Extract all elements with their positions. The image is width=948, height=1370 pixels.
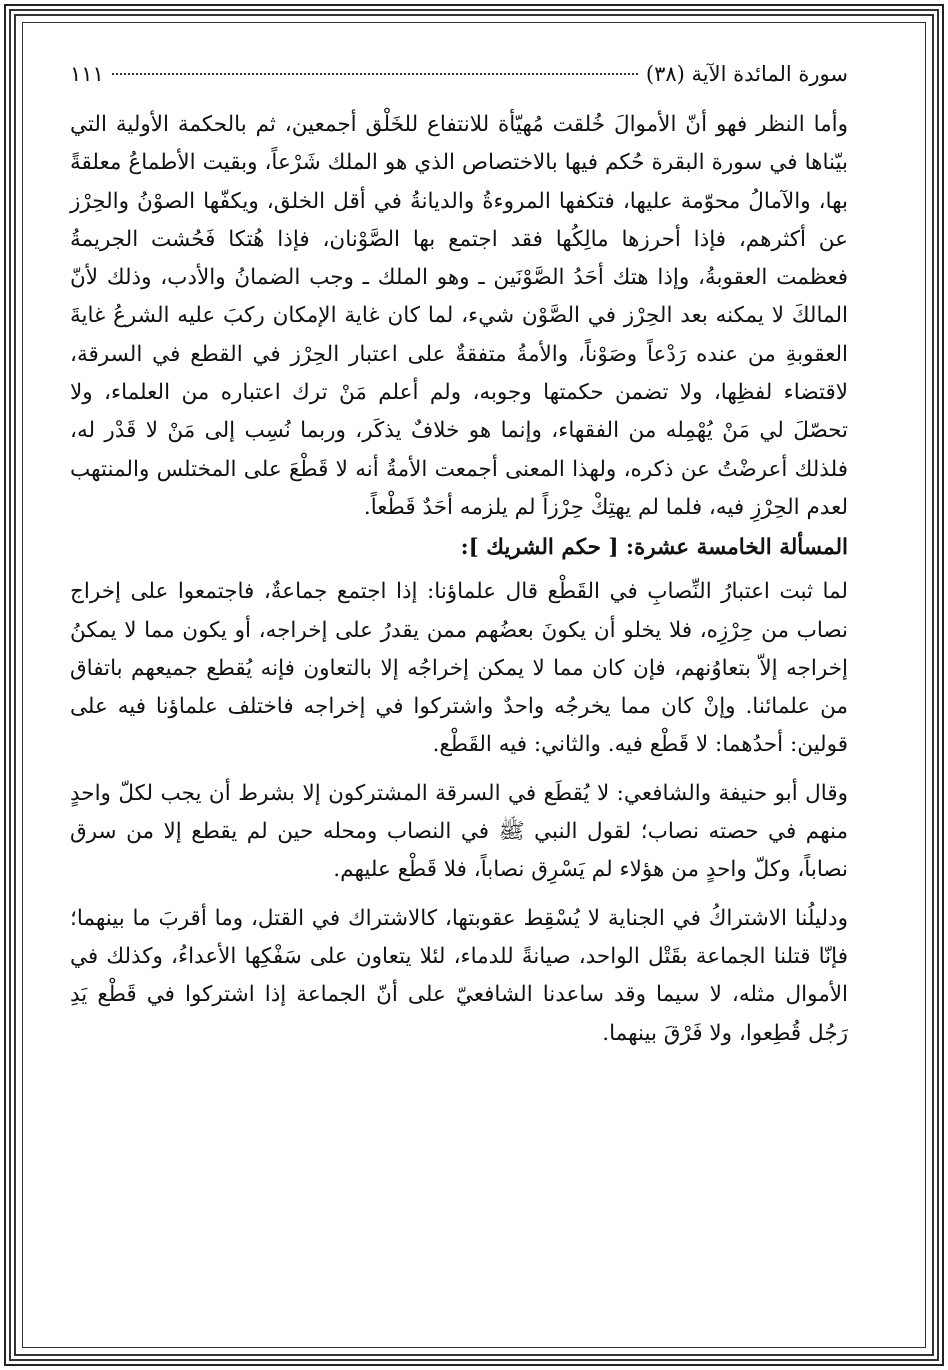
paragraph-4: ودليلُنا الاشتراكُ في الجناية لا يُسْقِط عقوبتها، كالاشتراك في القتل، وما أقربَ ما بينهما؛ فإنّا قتلنا الجماعة بقَتْل الواحد، صيانةً للدماء، لئلا يتعاون على سَفْكِها الأعداءُ، وكذلك في الأموال مثله، لا سيما وقد ساعدنا الشافعيّ على أنّ الجماعة إذا اشتركوا في قَطْع يَدِ رَجُل قُطِعوا، ولا فَرْقَ بينهما. bbox=[70, 905, 848, 1046]
running-header bbox=[70, 62, 848, 106]
paragraph-2: لما ثبت اعتبارُ النِّصابِ في القَطْع قال علماؤنا: إذا اجتمع جماعةٌ، فاجتمعوا على إخراج نصاب من حِرْزِه، فلا يخلو أن يكونَ بعضُهم ممن يقدرُ على إخراجه، أو يكون مما لا يمكنُ إخراجه إلاّ بتعاوُنهم، فإن كان مما لا يمكن إخراجُه إلا بالتعاون فإنه يُقطع جميعهم باتفاق من علمائنا. وإنْ كان مما يخرجُه واحدٌ واشتركوا في إخراجه فاختلف علماؤنا فيه على قولين: أحدُهما: لا قَطْع فيه. والثاني: فيه القَطْع. bbox=[70, 579, 848, 758]
page-content bbox=[70, 62, 848, 1330]
paragraph-3: وقال أبو حنيفة والشافعي: لا يُقطَع في السرقة المشتركون إلا بشرط أن يجب لكلّ واحدٍ منهم في حصته نصاب؛ لقول النبي ﷺ في النصاب ومحله حين لم يقطع إلا من سرق نصاباً، وكلّ واحدٍ من هؤلاء لم يَسْرِق نصاباً، فلا قَطْع عليهم. bbox=[70, 780, 848, 883]
leader-dots bbox=[112, 73, 638, 75]
section-heading: المسألة الخامسة عشرة: [ حكم الشريك ]: bbox=[460, 535, 848, 561]
running-title: سورة المائدة الآية (٣٨) bbox=[645, 62, 848, 86]
page-number: ١١١ bbox=[70, 62, 104, 86]
paragraph-1: وأما النظر فهو أنّ الأموالَ خُلقت مُهيّأة للانتفاع للخَلْق أجمعين، ثم بالحكمة الأولية التي بيّناها في سورة البقرة حُكم فيها بالاختصاص الذي هو الملك شَرْعاً، وبقيت الأطماعُ معلقةً بها، والآمالُ محوّمة عليها، فتكفها المروءةُ والديانةُ في أقل الخلق، ويكفّها الصوْنُ والحِرْز عن أكثرهم، فإذا أحرزها مالِكُها فقد اجتمع بها الصَّوْنان، فإذا هُتكا فَحُشت الجريمةُ فعظمت العقوبةُ، وإذا هتك أحَدُ الصَّوْنَين ـ وهو الملك ـ وجب الضمانُ والأدب، وذلك لأنّ المالكَ لا يمكنه بعد الحِرْز في الصَّوْن شيء، لما كان غاية الإمكان ركبَ عليه الشرعُ غايةَ العقوبةِ من عنده رَدْعاً وصَوْناً، والأمةُ متفقةٌ على اعتبار الحِرْز في القطع في السرقة، لاقتضاء لفظِها، ولا تضمن حكمتها وجوبه، ولم أعلم مَنْ ترك اعتباره من العلماء، ولا تحصّلَ لي مَنْ يُهْمِله من الفقهاء، وإنما هو خلافٌ يذكَر، وربما نُسِب إلى مَنْ لا قَدْر له، فلذلك أعرضْتُ عن ذكره، ولهذا المعنى أجمعت الأمةُ أنه لا قَطْعَ على المختلس والمنتهب لعدم الحِرْزِ فيه، فلما لم يهتِكْ حِرْزاً لم يلزمه أحَدٌ قَطْعاً. bbox=[70, 112, 848, 520]
